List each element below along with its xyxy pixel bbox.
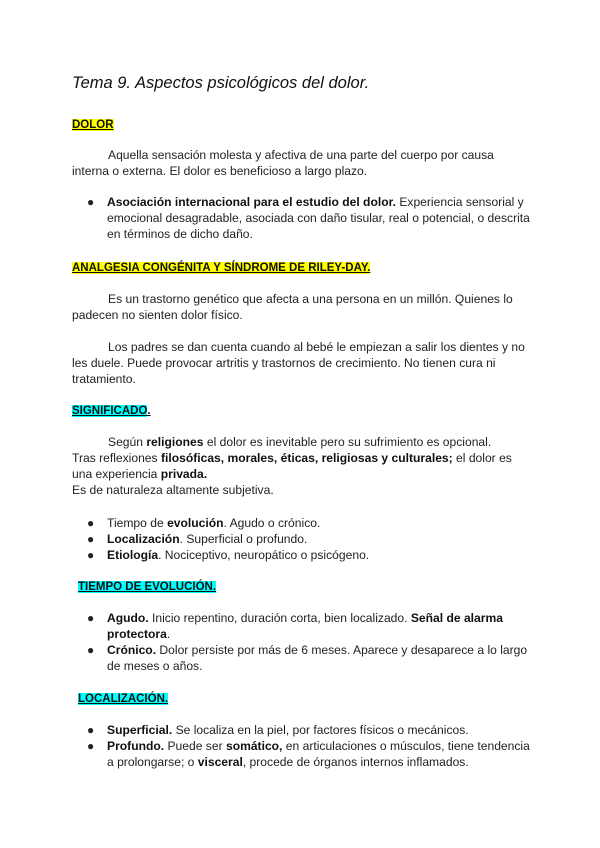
list-item: ● Tiempo de evolución. Agudo o crónico. — [87, 516, 321, 530]
dolor-paragraph: Aquella sensación molesta y afectiva de una parte del cuerpo por causa interna o externa. El dolor es beneficioso a largo plazo. — [72, 148, 494, 178]
dolor-bullets — [72, 194, 532, 242]
significado-paragraph-2: Tras reflexiones filosóficas, morales, éticas, religiosas y culturales; el dolor es una experiencia privada. — [72, 451, 512, 481]
list-item: ● Agudo. Inicio repentino, duración corta, bien localizado. Señal de alarma protectora. — [87, 611, 503, 641]
list-item: ● Superficial. Se localiza en la piel, por factores físicos o mecánicos. — [87, 723, 469, 737]
bullet-icon: ● — [87, 723, 95, 737]
significado-paragraph-1: Según religiones el dolor es inevitable pero su sufrimiento es opcional. — [108, 435, 492, 449]
heading-localizacion-block — [78, 690, 538, 707]
list-item: ● Crónico. Dolor persiste por más de 6 meses. Aparece y desaparece a lo largo de meses o años. — [87, 643, 528, 673]
bullet-icon: ● — [87, 739, 95, 753]
list-item: ● Profundo. Puede ser somático, en articulaciones o músculos, tiene tendencia a prolongarse; o visceral, procede de órganos internos inflamados. — [87, 739, 530, 769]
heading-tiempo: TIEMPO DE EVOLUCIÓN. — [78, 581, 217, 593]
bullet-icon: ● — [87, 516, 95, 530]
analgesia-paragraph-2: Los padres se dan cuenta cuando al bebé le empiezan a salir los dientes y no les duele. Puede provocar artritis y trastornos de crecimiento. No tienen cura ni tratamiento. — [72, 340, 525, 386]
bullet-icon: ● — [87, 611, 95, 625]
heading-dolor-block — [72, 116, 532, 133]
heading-analgesia-block — [72, 259, 532, 276]
heading-significado: SIGNIFICADO. — [72, 405, 151, 417]
analgesia-paragraph-1: Es un trastorno genético que afecta a una persona en un millón. Quienes lo padecen no sienten dolor físico. — [72, 292, 513, 322]
localizacion-bullets — [72, 722, 532, 770]
bullet-icon: ● — [87, 643, 95, 657]
bullet-icon: ● — [87, 548, 95, 562]
heading-tiempo-block — [78, 578, 538, 595]
heading-localizacion: LOCALIZACIÓN. — [78, 693, 169, 705]
list-item: ● Asociación internacional para el estudio del dolor. Experiencia sensorial y emocional desagradable, asociada con daño tisular, real o potencial, o descrita en términos de dicho daño. — [87, 195, 530, 241]
significado-bullets — [72, 515, 532, 563]
heading-dolor: DOLOR — [72, 119, 114, 131]
tiempo-bullets — [72, 610, 532, 674]
significado-paragraphs — [72, 434, 532, 498]
bullet-icon: ● — [87, 532, 95, 546]
significado-paragraph-3: Es de naturaleza altamente subjetiva. — [72, 483, 274, 497]
heading-significado-block — [72, 402, 532, 419]
heading-analgesia: ANALGESIA CONGÉNITA Y SÍNDROME DE RILEY-DAY. — [72, 262, 371, 274]
list-item: ● Etiología. Nociceptivo, neuropático o psicógeno. — [87, 548, 370, 562]
list-item: ● Localización. Superficial o profundo. — [87, 532, 308, 546]
bullet-icon: ● — [87, 195, 95, 209]
page-title: Tema 9. Aspectos psicológicos del dolor. — [72, 74, 370, 92]
